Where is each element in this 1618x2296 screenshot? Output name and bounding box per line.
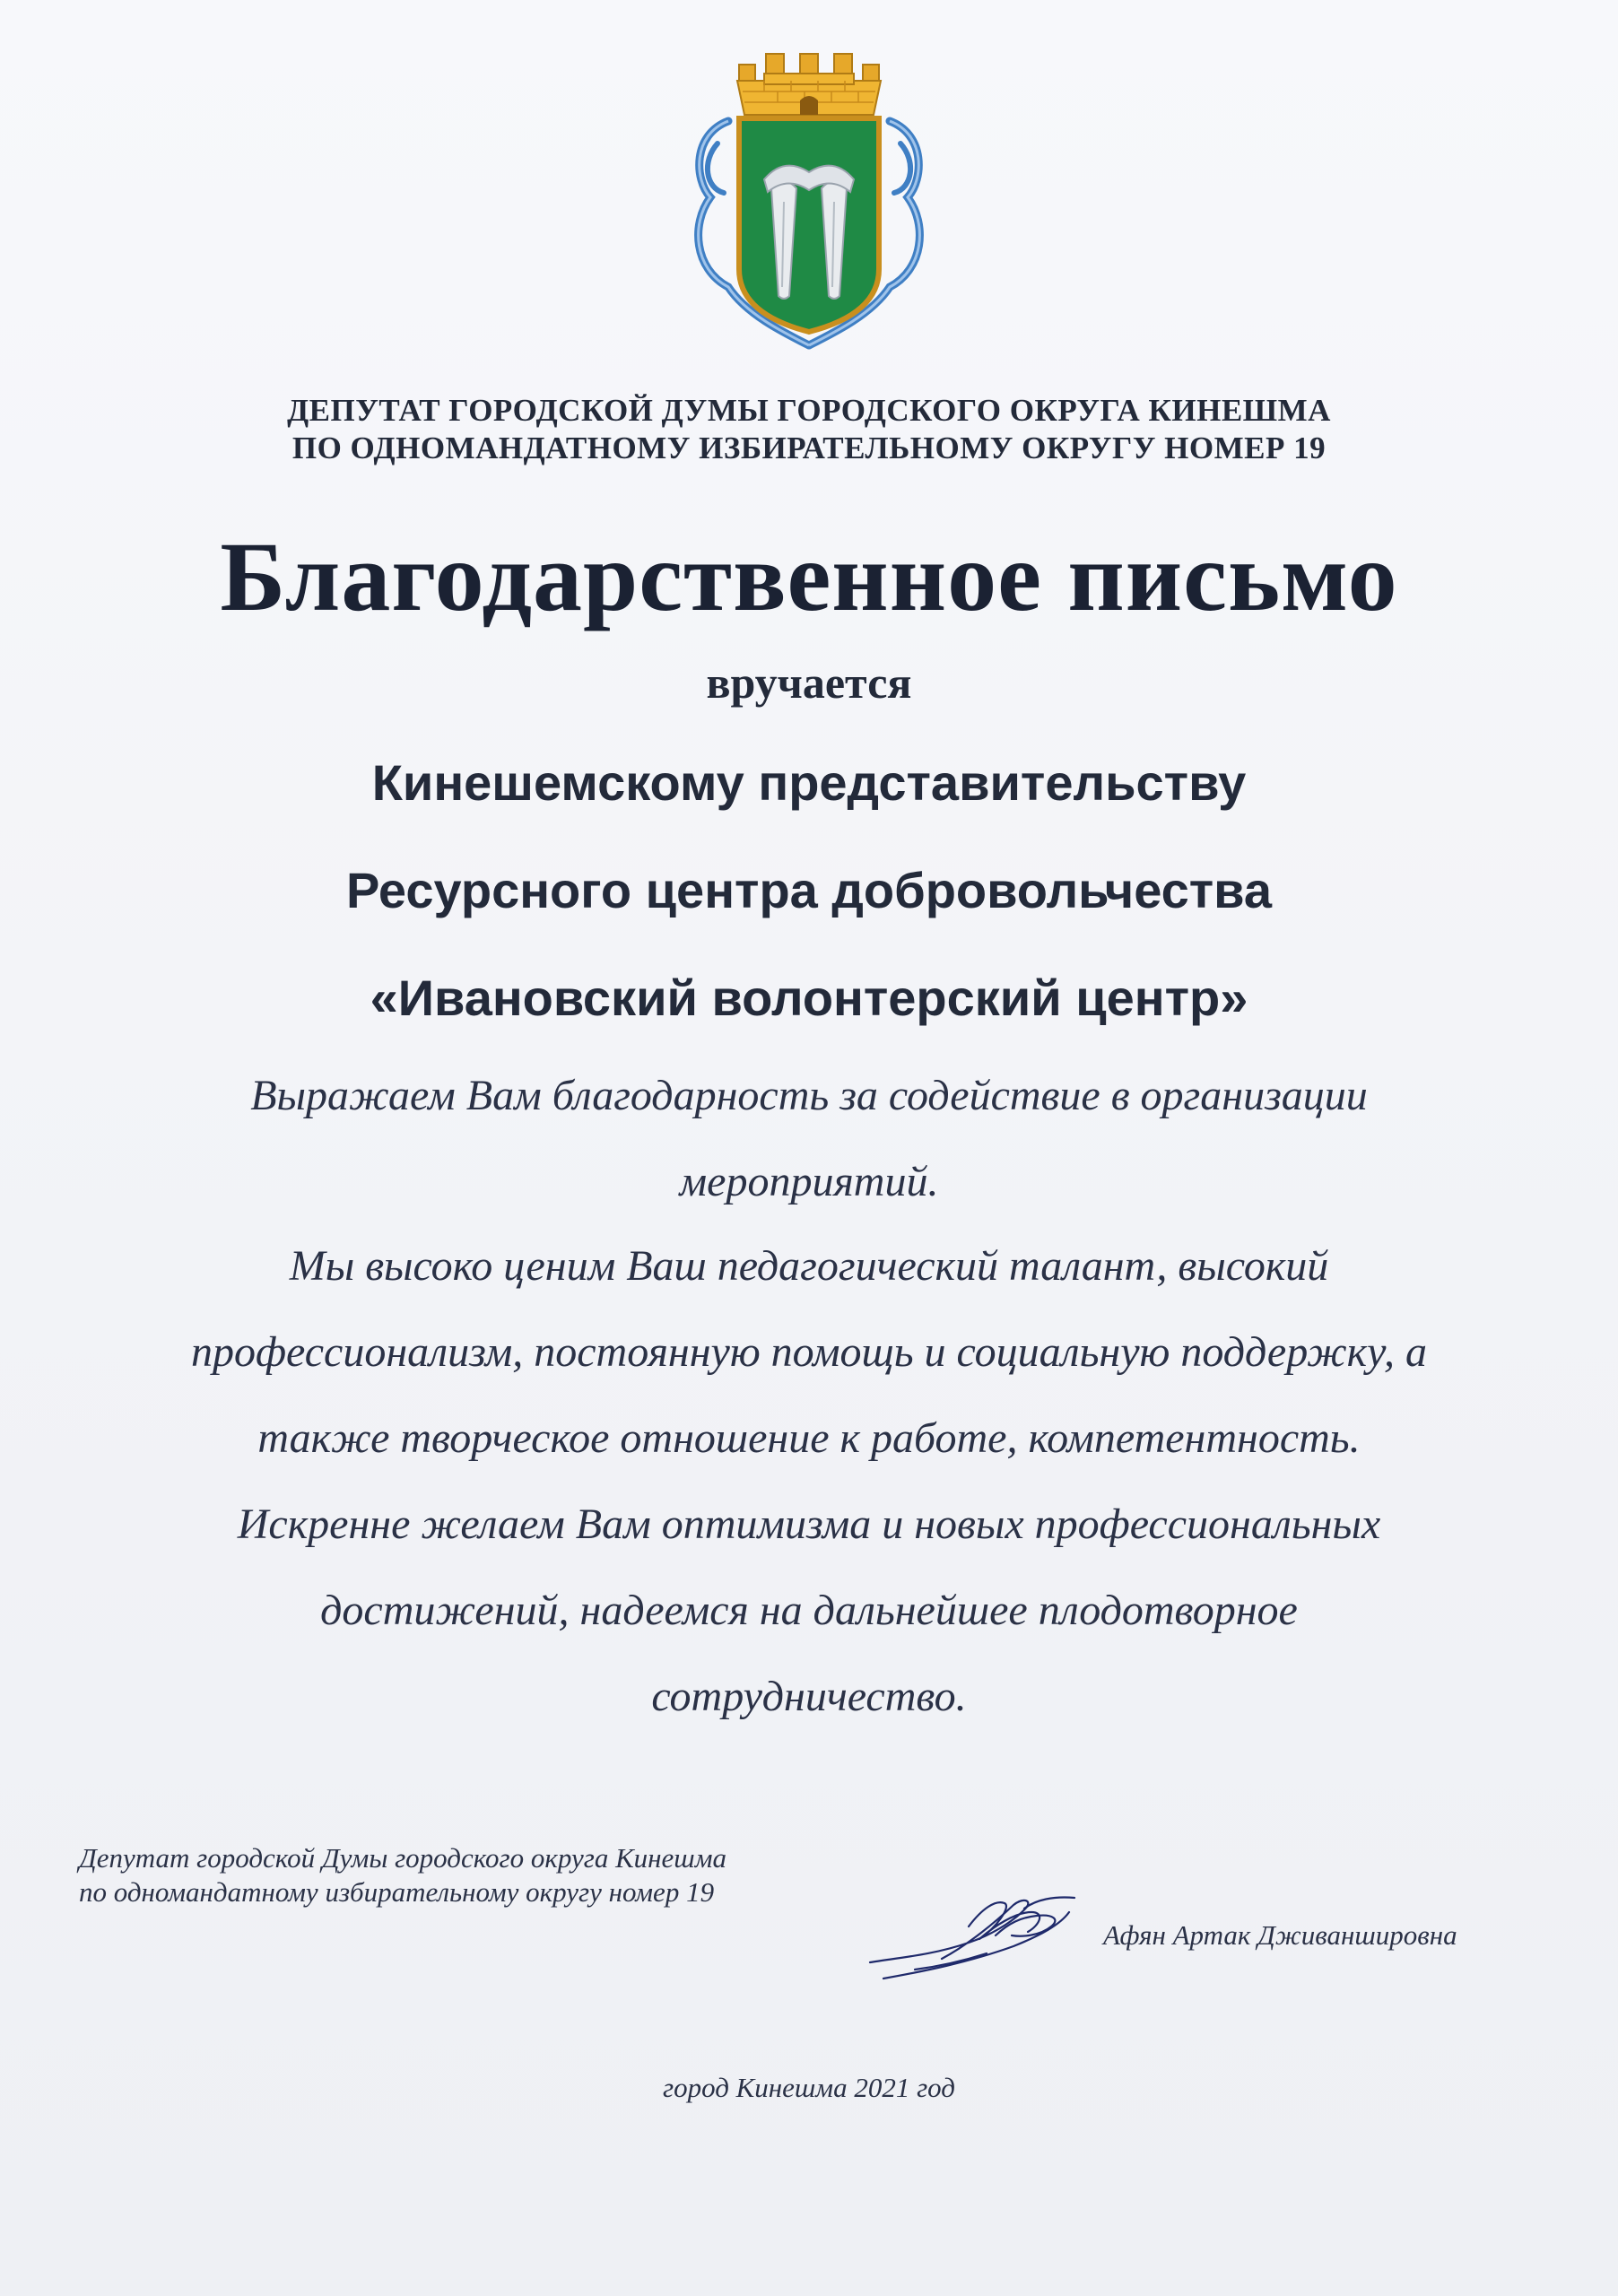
signatory-title-line-2: по одномандатному избирательному округу номер 19 (79, 1876, 715, 1908)
crown-icon (737, 54, 881, 115)
body-text-line: также творческое отношение к работе, компетентность. (257, 1414, 1361, 1462)
recipient-line-2: Ресурсного центра добровольчества (345, 862, 1273, 918)
handwritten-signature (861, 1873, 1094, 1989)
recipient-line-3: «Ивановский волонтерский центр» (370, 970, 1248, 1026)
issuer-heading-line-1: ДЕПУТАТ ГОРОДСКОЙ ДУМЫ ГОРОДСКОГО ОКРУГА КИНЕШМА (287, 393, 1331, 428)
signatory-name: Афян Артак Дживаншировна (1103, 1919, 1457, 1951)
recipient-line-1: Кинешемскому представительству (371, 754, 1247, 811)
presented-to-label: вручается (706, 657, 912, 708)
kineshma-coat-of-arms-icon (674, 45, 944, 368)
body-text-line: достижений, надеемся на дальнейшее плодотворное (320, 1587, 1298, 1634)
body-text-line: Искренне желаем Вам оптимизма и новых профессиональных (237, 1500, 1381, 1548)
place-and-year: город Кинешма 2021 год (663, 2072, 955, 2103)
signatory-title-line-1: Депутат городской Думы городского округа Кинешма (79, 1842, 726, 1874)
body-text-line: профессионализм, постоянную помощь и социальную поддержку, а (190, 1328, 1428, 1376)
body-text-line: Мы высоко ценим Ваш педагогический талант, высокий (289, 1242, 1329, 1290)
body-text-line: мероприятий. (679, 1158, 939, 1205)
body-text-line: Выражаем Вам благодарность за содействие в организации (250, 1072, 1368, 1119)
issuer-heading-line-2: ПО ОДНОМАНДАТНОМУ ИЗБИРАТЕЛЬНОМУ ОКРУГУ НОМЕР 19 (291, 430, 1327, 465)
body-text-line: сотрудничество. (651, 1673, 967, 1720)
document-title: Благодарственное письмо (220, 522, 1398, 631)
